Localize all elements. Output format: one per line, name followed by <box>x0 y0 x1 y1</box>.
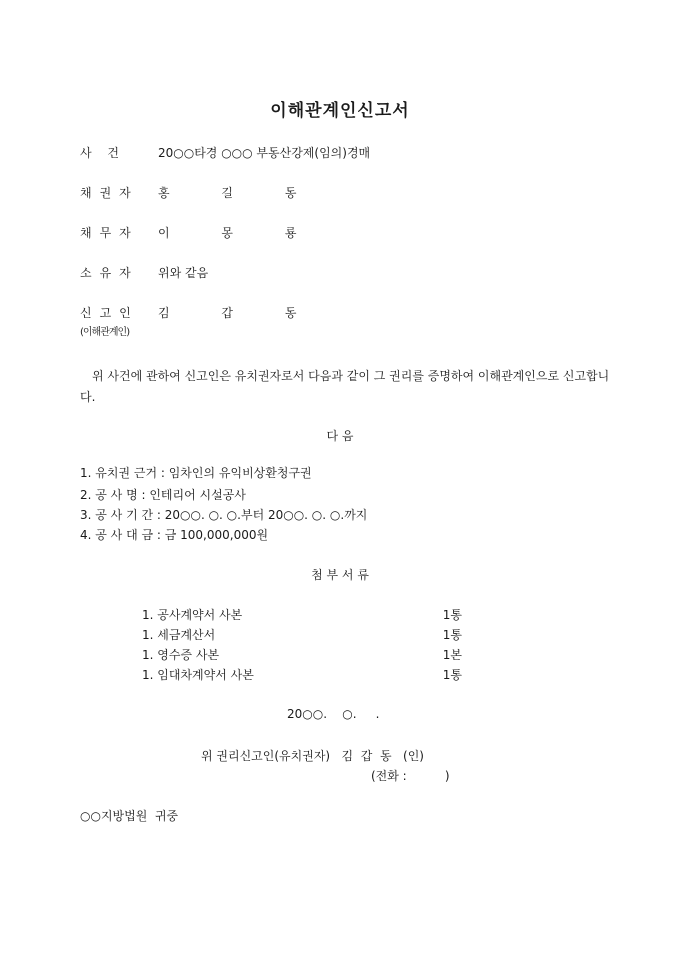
debtor-value: 이 몽 룡 <box>158 226 321 240</box>
item-3: 3. 공 사 기 간 : 20○○. ○. ○.부터 20○○. ○. ○.까지 <box>80 508 368 522</box>
attachment-row <box>142 626 462 644</box>
document-title: 이해관계인신고서 <box>270 101 410 121</box>
attachment-count: 1통 <box>442 668 462 682</box>
signature-line: 위 권리신고인(유치권자) 김 갑 동 (인) <box>201 749 424 763</box>
attachment-row <box>142 666 462 684</box>
body-paragraph: 위 사건에 관하여 신고인은 유치권자로서 다음과 같이 그 권리를 증명하여 이해관계인으로 신고합니다. <box>80 369 610 404</box>
owner-value: 위와 같음 <box>158 266 209 280</box>
owner-label: 소유자 <box>80 266 139 280</box>
case-value: 20○○타경 ○○○ 부동산강제(임의)경매 <box>158 146 371 160</box>
document-date: 20○○. ○. . <box>287 707 380 721</box>
item-2: 2. 공 사 명 : 인테리어 시설공사 <box>80 488 246 502</box>
attachment-name: 1. 임대차계약서 사본 <box>142 668 254 682</box>
attachment-count: 1본 <box>442 648 462 662</box>
phone-line: (전화 : ) <box>371 769 450 783</box>
creditor-label: 채권자 <box>80 186 139 200</box>
attachment-name: 1. 공사계약서 사본 <box>142 608 243 622</box>
reporter-value: 김 갑 동 <box>158 306 321 320</box>
attachments-heading: 첨 부 서 류 <box>311 568 369 582</box>
court-recipient: ○○지방법원 귀중 <box>80 809 179 823</box>
attachment-name: 1. 세금계산서 <box>142 628 216 642</box>
attachment-row <box>142 606 462 624</box>
attachment-count: 1통 <box>442 608 462 622</box>
item-4: 4. 공 사 대 금 : 금 100,000,000원 <box>80 528 269 542</box>
creditor-value: 홍 길 동 <box>158 186 321 200</box>
attachment-row <box>142 646 462 664</box>
debtor-label: 채무자 <box>80 226 139 240</box>
item-1: 1. 유치권 근거 : 임차인의 유익비상환청구권 <box>80 466 312 480</box>
reporter-note: (이해관계인) <box>80 327 130 338</box>
attachment-count: 1통 <box>442 628 462 642</box>
reporter-label: 신고인 <box>80 306 139 320</box>
next-heading: 다 음 <box>326 429 354 443</box>
attachment-name: 1. 영수증 사본 <box>142 648 220 662</box>
case-label: 사 건 <box>80 146 125 160</box>
